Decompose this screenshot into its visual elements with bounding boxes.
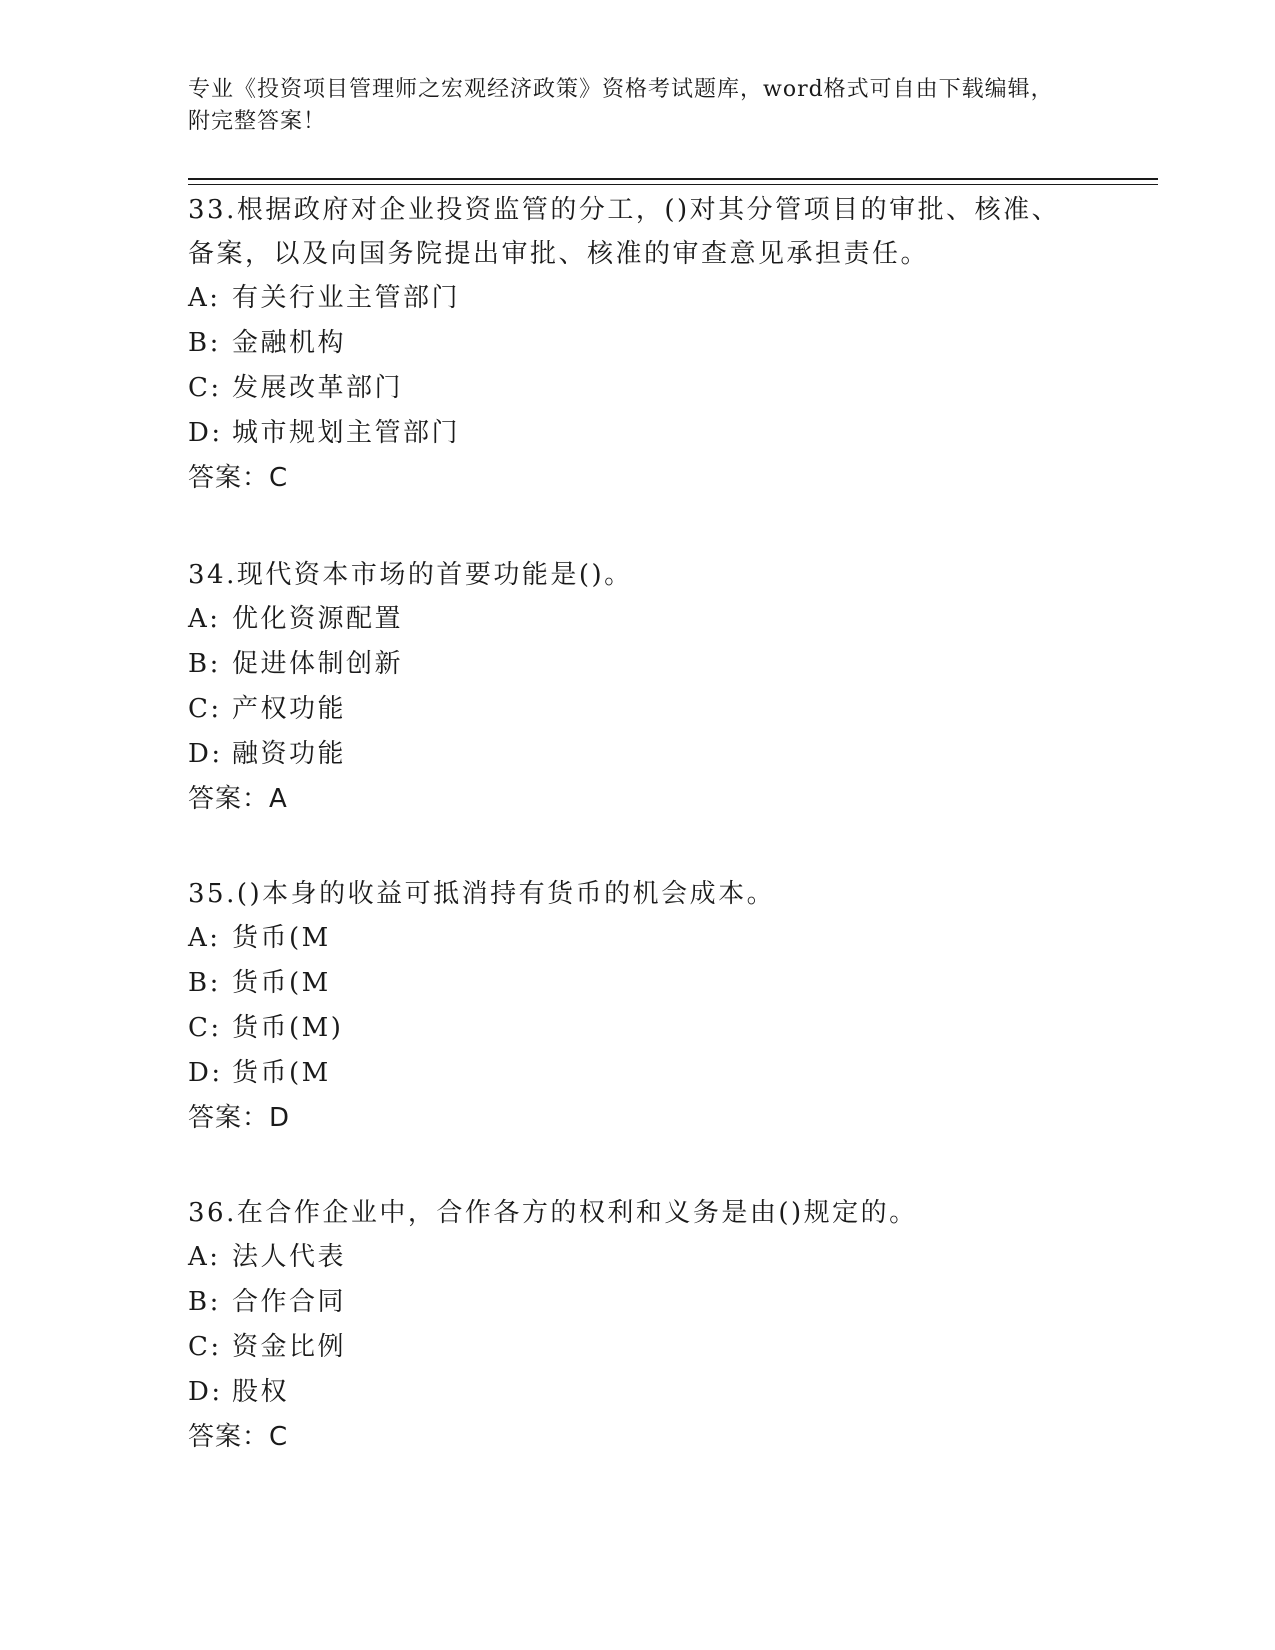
option-letter: B:	[188, 1287, 221, 1317]
option-a	[188, 916, 1088, 961]
option-letter: A:	[188, 604, 221, 634]
question-stem: 35.()本身的收益可抵消持有货币的机会成本。	[188, 879, 776, 909]
option-text: 融资功能	[232, 739, 347, 769]
option-text: 有关行业主管部门	[232, 283, 461, 313]
option-b	[188, 321, 1088, 366]
option-d	[188, 411, 1088, 456]
answer-line: 答案：C	[188, 463, 289, 493]
option-b	[188, 1280, 1088, 1325]
option-d	[188, 1051, 1088, 1096]
option-letter: A:	[188, 1242, 221, 1272]
option-letter: D:	[188, 418, 223, 448]
option-letter: B:	[188, 968, 221, 998]
option-letter: D:	[188, 1058, 223, 1088]
option-c	[188, 1006, 1088, 1051]
option-text: 合作合同	[232, 1287, 347, 1317]
option-text: 货币(M	[232, 1058, 331, 1088]
question-34	[188, 553, 1088, 822]
document-header: 专业《投资项目管理师之宏观经济政策》资格考试题库，word格式可自由下载编辑，附完整答案！	[188, 77, 1054, 134]
option-text: 股权	[232, 1377, 290, 1407]
option-d	[188, 1370, 1088, 1415]
question-33	[188, 188, 1088, 501]
option-letter: B:	[188, 649, 221, 679]
option-text: 资金比例	[232, 1332, 347, 1362]
option-a	[188, 597, 1088, 642]
question-stem: 36.在合作企业中，合作各方的权利和义务是由()规定的。	[188, 1198, 918, 1228]
option-letter: A:	[188, 283, 221, 313]
option-letter: C:	[188, 694, 222, 724]
answer-line: 答案：A	[188, 784, 288, 814]
option-text: 促进体制创新	[232, 649, 404, 679]
question-35	[188, 872, 1088, 1141]
option-c	[188, 687, 1088, 732]
option-letter: C:	[188, 1332, 222, 1362]
option-c	[188, 366, 1088, 411]
option-text: 货币(M	[232, 968, 331, 998]
option-text: 产权功能	[232, 694, 347, 724]
header-divider-thick	[188, 178, 1158, 180]
answer-line: 答案：D	[188, 1103, 291, 1133]
option-b	[188, 642, 1088, 687]
option-b	[188, 961, 1088, 1006]
option-text: 优化资源配置	[232, 604, 404, 634]
option-letter: D:	[188, 1377, 223, 1407]
question-36	[188, 1191, 1088, 1460]
question-stem: 33.根据政府对企业投资监管的分工，()对其分管项目的审批、核准、备案，以及向国务院提出审批、核准的审查意见承担责任。	[188, 195, 1061, 269]
header-divider-thin	[188, 184, 1158, 185]
option-text: 城市规划主管部门	[232, 418, 461, 448]
option-a	[188, 276, 1088, 321]
option-a	[188, 1235, 1088, 1280]
option-text: 金融机构	[232, 328, 347, 358]
option-letter: A:	[188, 923, 221, 953]
option-text: 发展改革部门	[232, 373, 404, 403]
option-c	[188, 1325, 1088, 1370]
option-text: 货币(M)	[232, 1013, 344, 1043]
option-text: 货币(M	[232, 923, 331, 953]
option-letter: C:	[188, 1013, 222, 1043]
option-letter: C:	[188, 373, 222, 403]
question-stem: 34.现代资本市场的首要功能是()。	[188, 560, 633, 590]
option-letter: D:	[188, 739, 223, 769]
option-letter: B:	[188, 328, 221, 358]
option-d	[188, 732, 1088, 777]
answer-line: 答案：C	[188, 1422, 289, 1452]
option-text: 法人代表	[232, 1242, 347, 1272]
